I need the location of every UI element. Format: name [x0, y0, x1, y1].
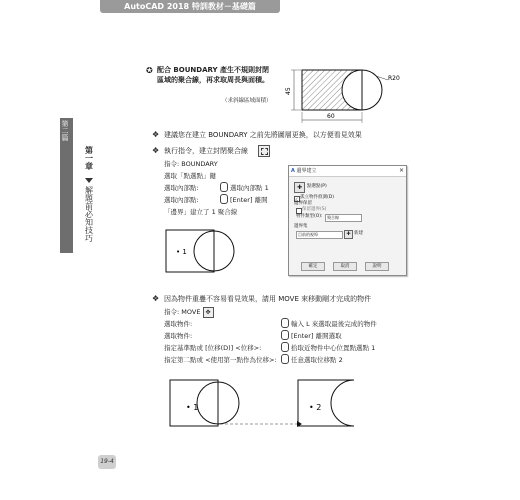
new-selection-button[interactable]: ✚: [344, 230, 353, 239]
tip1-text: 建議您在建立 BOUNDARY 之前先將圖層更換，以方便看見效果: [164, 131, 362, 139]
boundary-set-label: 邊界集: [294, 224, 308, 229]
help-button[interactable]: 說明: [365, 262, 389, 271]
command-line: 選取物件: [Enter] 離開選取: [164, 332, 342, 340]
radius-label: R20: [388, 75, 400, 82]
retain-boundaries-label: 保留邊界(S): [302, 207, 327, 212]
island-detection-checkbox[interactable]: ✓: [295, 196, 299, 201]
tip3-text: 因為物件重疊不容易看見效果，請用 MOVE 來移動剛才完成的物件: [164, 295, 372, 303]
dim-height-label: 45: [285, 87, 292, 95]
figure-boundary-selected: [164, 226, 254, 284]
tip1-bullet-icon: ❖: [152, 130, 160, 139]
command-line: 指令: MOVE ✥: [164, 306, 377, 318]
figure-boundary-hatch: [280, 58, 415, 130]
retain-group-label: 邊界保留: [294, 201, 312, 206]
command-line: 指令: BOUNDARY: [164, 160, 218, 168]
mouse-icon: [281, 318, 289, 328]
mouse-icon: [281, 354, 289, 364]
island-detection-label: 孤立物件偵測(D): [300, 195, 334, 200]
cancel-button[interactable]: 取消: [333, 262, 357, 271]
header-title: AutoCAD 2018 特訓教材－基礎篇: [100, 0, 280, 13]
boundary-command-list: [164, 158, 269, 218]
move-point-2-label: • 2: [309, 403, 322, 412]
boundary-dialog: [288, 165, 407, 276]
move-command-list: [164, 306, 377, 366]
close-icon[interactable]: ×: [398, 167, 404, 174]
side-arrow-icon: [85, 178, 93, 183]
side-section-title: 解題前必知技巧: [84, 186, 94, 242]
command-line: 「邊界」建立了 1 聚合線: [164, 208, 238, 216]
command-line: 指定第二點或 <使用第一點作為位移>: 任意選取位移點 2: [164, 356, 343, 364]
page-number: 19-4: [98, 455, 116, 469]
app-icon: A: [291, 168, 295, 174]
intro-line2: 區域的聚合線，再求取周長與面積。: [157, 76, 269, 84]
command-line: 選取內部點: [Enter] 離開: [164, 196, 268, 204]
object-type-select[interactable]: 聚合線: [325, 214, 362, 222]
intro-bullet-icon: ✪: [146, 66, 153, 75]
new-label: 新建: [354, 231, 363, 236]
mouse-icon: [281, 330, 289, 340]
boundary-set-select[interactable]: 目前的視埠: [296, 231, 343, 239]
hatch-region: [302, 70, 362, 110]
dim-width-label: 60: [327, 113, 335, 120]
intro-line1: 配合 BOUNDARY 產生不規則封閉: [157, 66, 270, 74]
command-line: 選取「點選點」鍵: [164, 172, 216, 180]
tip2-bullet-icon: ❖: [152, 146, 160, 155]
mouse-icon: [220, 182, 228, 192]
side-part: 第二篇: [61, 120, 69, 141]
ok-button[interactable]: 確定: [301, 262, 325, 271]
boundary-tool-icon: [258, 145, 270, 157]
move-point-1-label: • 1: [186, 403, 199, 412]
mouse-icon: [220, 194, 228, 204]
intro-caption: （求斜線區域面積）: [222, 98, 272, 104]
tip2-text: 執行指令，建立封閉聚合線: [164, 147, 248, 155]
figure-move-result: [164, 374, 384, 432]
pick-points-button[interactable]: ✚: [294, 182, 305, 193]
command-line: 指定基準點或 [位移(D)] <位移>: 拾取近物件中心位置點選點 1: [164, 344, 376, 352]
dialog-title: 邊界建立: [296, 168, 317, 174]
tip3-bullet-icon: ❖: [152, 294, 160, 303]
mouse-icon: [281, 342, 289, 352]
dialog-titlebar: [289, 166, 406, 177]
move-tool-icon: ✥: [203, 307, 214, 318]
command-line: 選取物件: 輸入 L 來選取最後完成的物件: [164, 320, 377, 328]
pick-point-label: • 1: [176, 248, 187, 256]
object-type-label: 物件類型(O):: [296, 214, 323, 219]
side-chapter: 第一章: [84, 146, 94, 170]
command-line: 選取內部點: 選取內部點 1: [164, 184, 269, 192]
pick-points-label: 點選點(P): [307, 184, 327, 189]
